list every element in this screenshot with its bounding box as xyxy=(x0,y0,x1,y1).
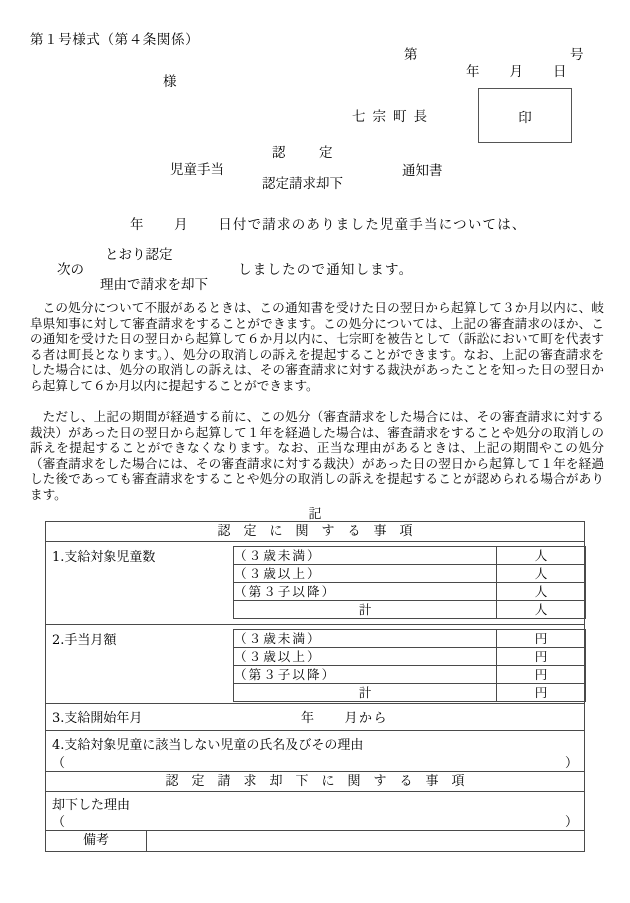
table-row xyxy=(46,731,585,772)
table-row xyxy=(46,704,585,731)
title-doc-type: 通知書 xyxy=(402,163,443,179)
appeal-paragraph-1: この処分について不服があるときは、この通知書を受けた日の翌日から起算して３か月以内に、岐阜県知事に対して審査請求をすることができます。この処分については、上記の審査請求のほか、この通知を受けた日の翌日から起算して６か月以内に、七宗町を被告として（訴訟において町を代表する者は町長となります。）、処分の取消しの訴えを提起することができます。なお、上記の審査請求をした場合には、処分の取消しの訴えは、その審査請求に対する裁決があったことを知った日の翌日から起算して６か月以内に提起することができます。 xyxy=(30,300,604,393)
sub-unit: 人 xyxy=(497,547,586,565)
intro-tail-text: しましたので通知します。 xyxy=(238,262,414,278)
payment-start-value: 年 月から xyxy=(301,711,389,726)
list-item xyxy=(46,831,584,851)
sub-label: （第３子以降） xyxy=(234,666,497,684)
document-number-suffix: 号 xyxy=(570,47,584,63)
addressee-honorific: 様 xyxy=(163,74,177,90)
sub-unit: 円 xyxy=(497,666,586,684)
subtable-monthly-allowance xyxy=(233,629,586,702)
row-label-rejection-reason: 却下した理由 xyxy=(52,798,131,813)
list-item xyxy=(234,684,586,702)
sub-label-total: 計 xyxy=(234,684,497,702)
table-row xyxy=(46,772,585,792)
paren-close: ） xyxy=(564,756,578,771)
sub-unit: 円 xyxy=(497,684,586,702)
row-label-monthly-allowance: 2.手当月額 xyxy=(52,633,117,648)
sub-label: （３歳以上） xyxy=(234,565,497,583)
remarks-value xyxy=(147,831,585,851)
sub-unit: 人 xyxy=(497,565,586,583)
title-option-reject: 認定請求却下 xyxy=(262,176,343,192)
table-row xyxy=(46,831,585,852)
table-row xyxy=(46,792,585,831)
intro-date-line: 年 月 日付で請求のありました児童手当については、 xyxy=(130,217,527,233)
intro-tsugino: 次の xyxy=(57,262,84,278)
table-row xyxy=(46,542,585,625)
row-label-eligible-children: 1.支給対象児童数 xyxy=(52,550,156,565)
issuer-name: 七宗町長 xyxy=(352,109,434,125)
remarks-label: 備考 xyxy=(46,831,147,851)
seal-mark-label: 印 xyxy=(518,110,532,126)
details-table-wrapper xyxy=(45,521,585,852)
sub-label: （３歳以上） xyxy=(234,648,497,666)
details-table xyxy=(45,521,585,852)
intro-option-reject: 理由で請求を却下 xyxy=(100,277,208,293)
appeal-paragraph-2: ただし、上記の期間が経過する前に、この処分（審査請求をした場合には、その審査請求に対する裁決）があった日の翌日から起算して１年を経過した場合は、審査請求をすることや処分の取消しの訴えを提起することができなくなります。なお、正当な理由があるときは、上記の期間やこの処分（審査請求をした場合には、その審査請求に対する裁決）があった日の翌日から起算して１年を経過した後であっても審査請求をすることや処分の取消しの訴えを提起することが認められる場合があります。 xyxy=(30,409,604,502)
sub-label: （第３子以降） xyxy=(234,583,497,601)
table-row xyxy=(46,625,585,704)
row-eligible-children-count xyxy=(46,542,585,625)
subtable-eligible-children xyxy=(233,546,586,619)
seal-box xyxy=(478,88,572,143)
list-item xyxy=(234,666,586,684)
row-payment-start xyxy=(46,704,585,731)
list-item xyxy=(234,583,586,601)
title-option-approve: 認 定 xyxy=(272,145,343,161)
row-remarks xyxy=(46,831,585,852)
sub-label: （３歳未満） xyxy=(234,547,497,565)
title-subject: 児童手当 xyxy=(170,162,224,178)
row-rejection-reason xyxy=(46,792,585,831)
sub-unit: 円 xyxy=(497,630,586,648)
list-item xyxy=(234,565,586,583)
list-item xyxy=(234,648,586,666)
section-header-rejection: 認定請求却下に関する事項 xyxy=(46,772,585,792)
issue-date-blank: 年 月 日 xyxy=(466,64,568,80)
intro-option-approve: とおり認定 xyxy=(105,247,173,263)
list-item xyxy=(234,630,586,648)
sub-label-total: 計 xyxy=(234,601,497,619)
paren-open: （ xyxy=(52,815,66,830)
document-number-prefix: 第 xyxy=(404,47,418,63)
form-number-label: 第１号様式（第４条関係） xyxy=(30,32,200,48)
list-item xyxy=(234,547,586,565)
list-item xyxy=(234,601,586,619)
paren-open: （ xyxy=(52,756,66,771)
row-non-eligible-reason xyxy=(46,731,585,772)
sub-unit: 人 xyxy=(497,601,586,619)
remarks-table xyxy=(46,831,584,851)
row-monthly-allowance xyxy=(46,625,585,704)
ki-mark: 記 xyxy=(308,507,322,522)
sub-unit: 人 xyxy=(497,583,586,601)
row-label-payment-start: 3.支給開始年月 xyxy=(52,711,143,726)
sub-label: （３歳未満） xyxy=(234,630,497,648)
table-row xyxy=(46,522,585,542)
paren-close: ） xyxy=(564,815,578,830)
sub-unit: 円 xyxy=(497,648,586,666)
row-label-non-eligible-reason: 4.支給対象児童に該当しない児童の氏名及びその理由 xyxy=(52,738,364,753)
section-header-approval: 認定に関する事項 xyxy=(46,522,585,542)
